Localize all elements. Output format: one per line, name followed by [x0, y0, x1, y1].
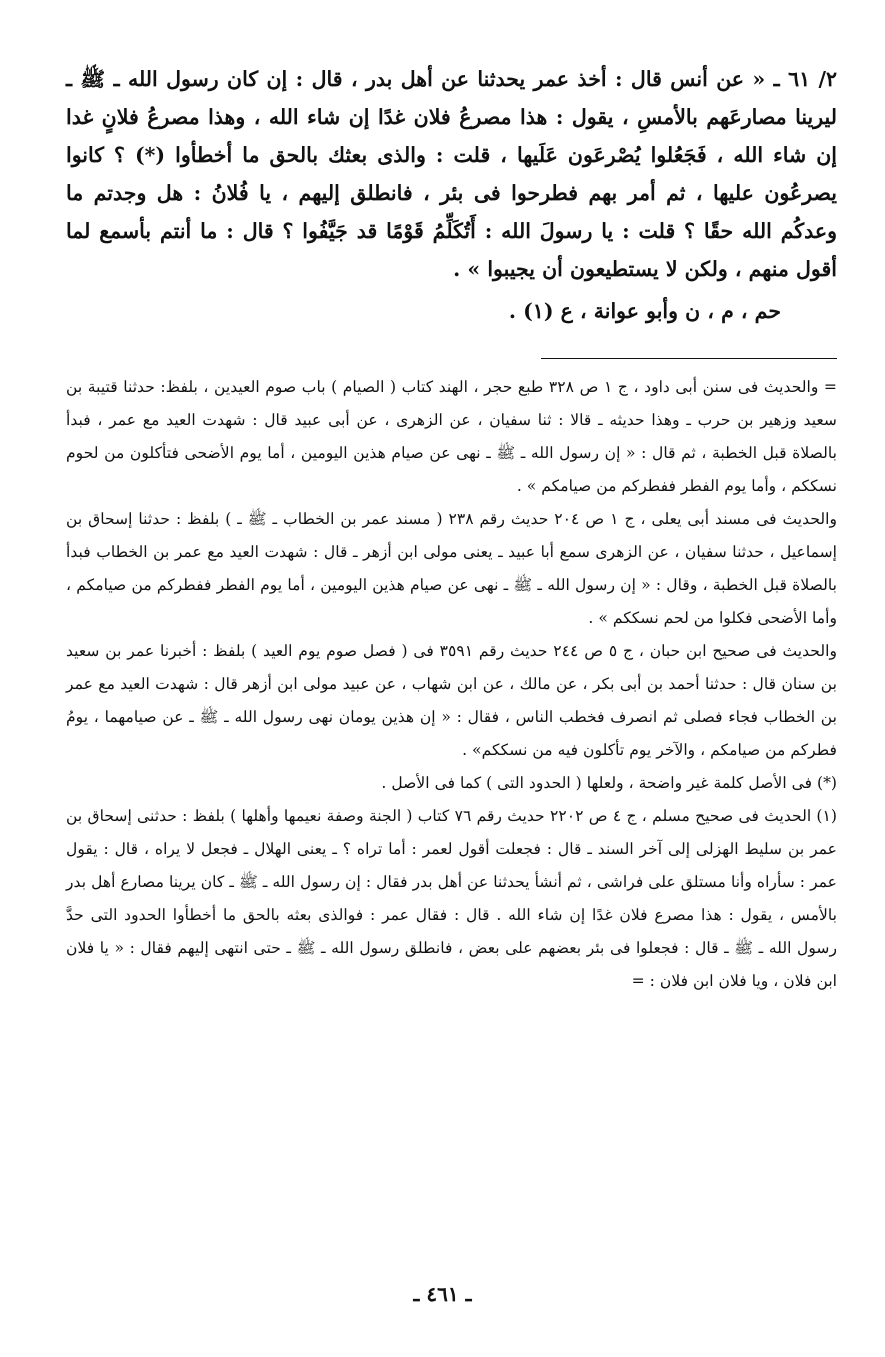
footnote-separator: [541, 358, 837, 359]
footnote-1-muslim: (١) الحديث فى صحيح مسلم ، ج ٤ ص ٢٢٠٢ حديث رقم ٧٦ كتاب ( الجنة وصفة نعيمها وأهلها ) بلفظ : حدثنى إسحاق بن عمر بن سليط الهزلى إلى آخر السند ـ قال : فجعلت أقول لعمر : أما تراه ؟ ـ يعنى الهلال ـ فجعل لا يراه ، قال : يقول عمر : سأراه وأنا مستلق على فراشى ، ثم أنشأ يحدثنا عن أهل بدر فقال : إن رسول الله ـ ﷺ ـ كان يرينا مصارع أهل بدر بالأمس ، يقول : هذا مصرع فلان غدًا إن شاء الله . قال : فقال عمر : فوالذى بعثه بالحق ما أخطأوا الحدود التى حدَّ رسول الله ـ ﷺ ـ قال : فجعلوا فى بئر بعضهم على بعض ، فانطلق رسول الله ـ ﷺ ـ حتى انتهى إليهم فقال : « يا فلان ابن فلان ، ويا فلان ابن فلان : =: [66, 807, 838, 990]
footnote-ibn-hibban: والحديث فى صحيح ابن حبان ، ج ٥ ص ٢٤٤ حديث رقم ٣٥٩١ فى ( فصل صوم يوم العيد ) بلفظ : أخبرنا عمر بن سعيد بن سنان قال : حدثنا أحمد بن أبى بكر ، عن مالك ، عن ابن شهاب ، عن عبيد مولى ابن أزهر قال : شهدت العيد مع عمر بن الخطاب فجاء فصلى ثم انصرف فخطب الناس ، فقال : « إن هذين يومان نهى رسول الله ـ ﷺ ـ عن صيامهما ، يومُ فطركم من صيامكم ، والآخر يوم تأكلون فيه من نسككم» .: [66, 642, 837, 759]
page-body: [66, 60, 837, 998]
footnote-abu-yala: والحديث فى مسند أبى يعلى ، ج ١ ص ٢٠٤ حديث رقم ٢٣٨ ( مسند عمر بن الخطاب ـ ﷺ ـ ) بلفظ : حدثنا إسحاق بن إسماعيل ، حدثنا سفيان ، عن الزهرى سمع أبا عبيد ـ يعنى مولى ابن أزهر ـ قال : شهدت العيد مع عمر بن الخطاب فبدأ بالصلاة قبل الخطبة ، وقال : « إن رسول الله ـ ﷺ ـ نهى عن صيام هذين اليومين ، أما يوم الفطر ففطركم من صيامكم ، وأما الأضحى فكلوا من لحم نسككم » .: [66, 510, 837, 627]
hadith-sources: حم ، م ، ن وأبو عوانة ، ع (١) .: [508, 299, 781, 323]
footnote-abu-dawud: = والحديث فى سنن أبى داود ، ج ١ ص ٣٢٨ طبع حجر ، الهند كتاب ( الصيام ) باب صوم العيدين ، بلفظ: حدثنا قتيبة بن سعيد وزهير بن حرب ـ وهذا حديثه ـ قالا : ثنا سفيان ، عن الزهرى ، عن أبى عبيد قال : شهدت العيد مع عمر ، فبدأ بالصلاة قبل الخطبة ، ثم قال : « إن رسول الله ـ ﷺ ـ نهى عن صيام هذين اليومين ، أما يوم الأضحى فتأكلون من لحوم نسككم ، وأما يوم الفطر ففطركم من صيامكم » .: [66, 378, 837, 495]
footnote-star: (*) فى الأصل كلمة غير واضحة ، ولعلها ( الحدود التى ) كما فى الأصل .: [381, 774, 837, 792]
hadith-text: ٢/ ٦١ ـ « عن أنس قال : أخذ عمر يحدثنا عن أهل بدر ، قال : إن كان رسول الله ـ ﷺ ـ ليرينا مصارعَهم بالأمسِ ، يقول : هذا مصرعُ فلان غدًا إن شاء الله ، وهذا مصرعُ فلانٍ غدا إن شاء الله ، فَجَعُلوا يُصْرعَون عَلَيها ، قلت : والذى بعثك بالحق ما أخطأوا (*) ؟ كانوا يصرعُون عليها ، ثم أمر بهم فطرحوا فى بئر ، فانطلق إليهم ، يا فُلانُ : هل وجدتم ما وعدكُم الله حقًا ؟ قلت : يا رسولَ الله : أَتُكَلِّمُ قَوْمًا قد جَيَّفُوا ؟ قال : ما أنتم بأسمع لما أقول منهم ، ولكن لا يستطيعون أن يجيبوا » .: [66, 67, 837, 281]
hadith-block: [66, 60, 837, 328]
footnotes: [66, 371, 837, 998]
page-number: ـ ٤٦١ ـ: [413, 1282, 472, 1306]
